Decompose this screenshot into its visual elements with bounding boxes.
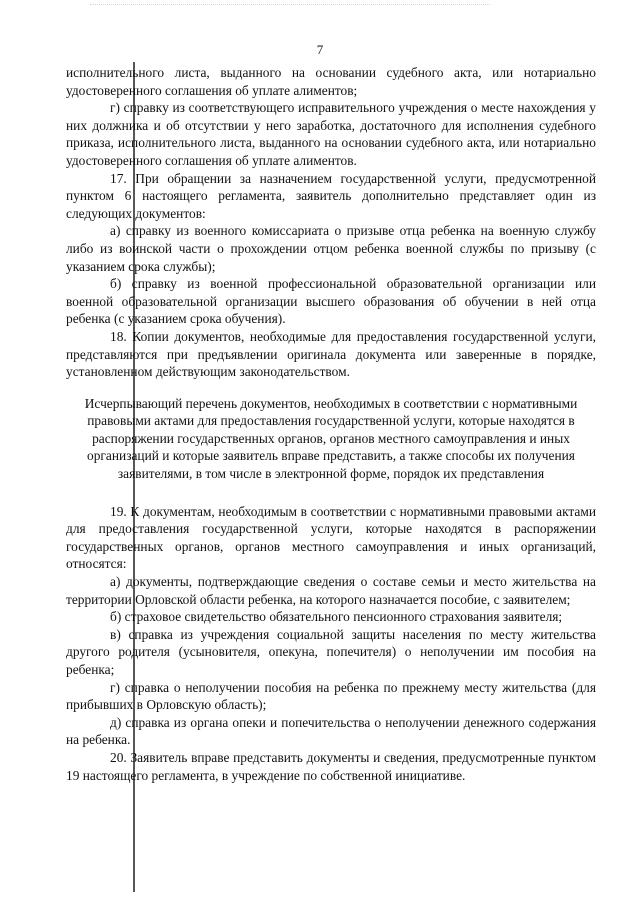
paragraph-18: 18. Копии документов, необходимые для предоставления государственной услуги, представляются при предъявлении оригинала документа или заверенные в порядке, установленном действующим законодательством. bbox=[66, 328, 596, 380]
paragraph-19a: а) документы, подтверждающие сведения о составе семьи и место жительства на территории Орловской области ребенка, на которого назначается пособие, с заявителем; bbox=[66, 574, 596, 607]
paragraph-20: 20. Заявитель вправе представить документы и сведения, предусмотренные пунктом 19 настоящего регламента, в учреждение по собственной инициативе. bbox=[66, 749, 596, 783]
section-heading: Исчерпывающий перечень документов, необходимых в соответствии с нормативными правовыми актами для предоставления государственной услуги, которые находятся в распоряжении государственных органов, органов местного самоуправления и иных организаций и которые заявитель вправе представить, а также способы их получения заявителями, в том числе в электронной форме, порядок их представления bbox=[84, 395, 578, 482]
paragraph-19d: д) справка из органа опеки и попечительства о неполучении денежного содержания на ребенка. bbox=[66, 714, 596, 748]
paragraph-19: 19. К документам, необходимым в соответствии с нормативными правовыми актами для предоставления государственной услуги, которые находятся в распоряжении государственных органов, органов местного самоуправления и иных организаций, относятся: bbox=[66, 503, 596, 572]
paragraph-19b: б) страховое свидетельство обязательного пенсионного страхования заявителя; bbox=[110, 609, 563, 625]
paragraph-17a: а) справку из военного комиссариата о призыве отца ребенка на военную службу либо из воинской части о прохождении отцом ребенка военной службы по призыву (с указанием срока службы); bbox=[66, 223, 596, 274]
paragraph-continuation: исполнительного листа, выданного на основании судебного акта, или нотариально удостоверенного соглашения об уплате алиментов; bbox=[66, 65, 596, 98]
paragraph-19g: г) справка о неполучении пособия на ребенка по прежнему месту жительства (для прибывших в Орловскую область); bbox=[66, 679, 596, 713]
paragraph-16g: г) справку из соответствующего исправительного учреждения о месте нахождения у них должника и об отсутствии у него заработка, достаточного для исполнения судебного приказа, исполнительного листа, выданного на основании судебного акта, или нотариально удостоверенного соглашения об уплате алиментов. bbox=[66, 100, 596, 168]
document-body bbox=[66, 64, 596, 784]
paragraph-19v: в) справка из учреждения социальной защиты населения по месту жительства другого родителя (усыновителя, опекуна, попечителя) о неполучении им пособия на ребенка; bbox=[66, 626, 596, 677]
paragraph-17b: б) справку из военной профессиональной образовательной организации или военной образовательной организации высшего образования об обучении в ней отца ребенка (с указанием срока обучения). bbox=[66, 276, 596, 327]
page-number: 7 bbox=[316, 42, 324, 57]
scan-artifact-top bbox=[90, 4, 490, 9]
paragraph-17: 17. При обращении за назначением государственной услуги, предусмотренной пунктом 6 настоящего регламента, заявитель дополнительно представляет один из следующих документов: bbox=[66, 170, 596, 221]
